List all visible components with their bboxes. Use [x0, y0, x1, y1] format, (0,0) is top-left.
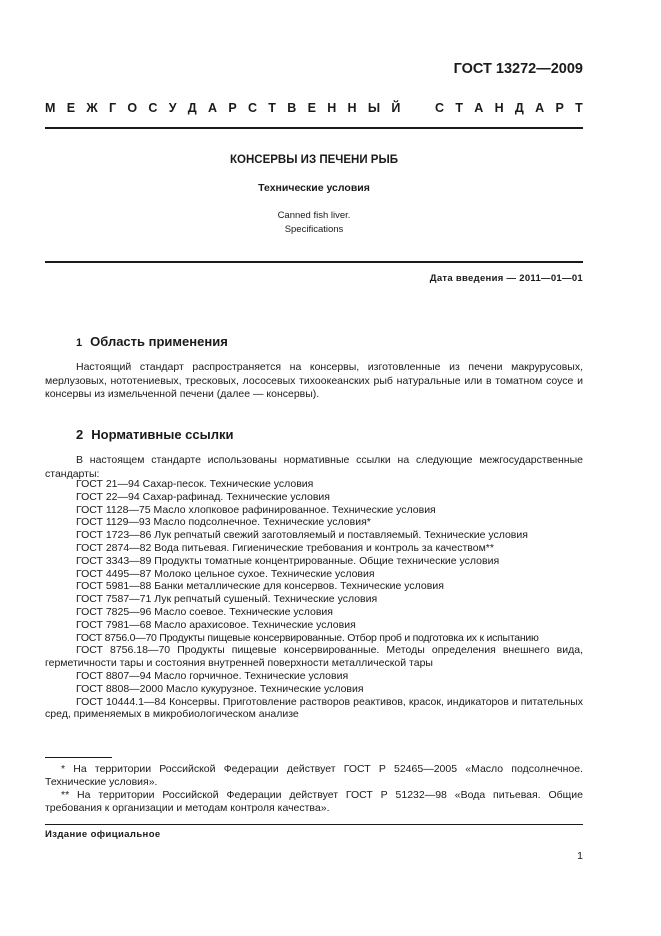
reference-item: ГОСТ 3343—89 Продукты томатные концентрированные. Общие технические условия — [76, 554, 500, 567]
footer-rule — [45, 824, 583, 825]
banner-letter: А — [474, 101, 484, 115]
section-1-number: 1 — [76, 337, 83, 349]
section-2-title: Нормативные ссылки — [91, 427, 234, 442]
banner-letter: Ж — [86, 101, 98, 115]
reference-item: ГОСТ 10444.1—84 Консервы. Приготовление растворов реактивов, красок, индикаторов и питательных сред, применяемых в микробиологическом анализе — [45, 695, 583, 721]
banner-letter: Е — [307, 101, 316, 115]
section-1-title: Область применения — [90, 334, 228, 349]
banner-letter: А — [535, 101, 545, 115]
english-title — [45, 209, 583, 237]
banner-letter: Т — [575, 101, 583, 115]
banner-letter: Н — [347, 101, 357, 115]
banner-letter: Н — [327, 101, 337, 115]
header-rule — [45, 127, 583, 129]
reference-item: ГОСТ 22—94 Сахар-рафинад. Технические условия — [76, 490, 330, 503]
banner-letter: Д — [187, 101, 197, 115]
reference-item: ГОСТ 8756.18—70 Продукты пищевые консервированные. Методы определения внешнего вида, герметичности тары и состояния внутренней поверхности металлической тары — [45, 644, 583, 670]
introduction-date: Дата введения — 2011—01—01 — [429, 273, 583, 284]
footnote-1: * На территории Российской Федерации действует ГОСТ Р 52465—2005 «Масло подсолнечное. Технические условия». — [45, 763, 583, 788]
banner-letter: Д — [514, 101, 524, 115]
reference-item: ГОСТ 1129—93 Масло подсолнечное. Технические условия* — [76, 516, 371, 529]
document-subtitle: Технические условия — [258, 182, 370, 194]
reference-item: ГОСТ 5981—88 Банки металлические для консервов. Технические условия — [76, 580, 444, 593]
banner-letter: Й — [391, 101, 401, 115]
section-1-heading — [76, 334, 228, 349]
reference-list — [45, 478, 583, 721]
reference-item: ГОСТ 8756.0—70 Продукты пищевые консервированные. Отбор проб и подготовка их к испытанию — [76, 631, 539, 644]
reference-item: ГОСТ 1723—86 Лук репчатый свежий заготовляемый и поставляемый. Технические условия — [76, 529, 528, 542]
section-2-number: 2 — [76, 427, 84, 442]
banner-letter: С — [247, 101, 257, 115]
banner-letter: Т — [455, 101, 463, 115]
english-title-line2: Specifications — [284, 224, 344, 235]
footnote-separator — [45, 757, 112, 758]
banner-letter: Н — [494, 101, 504, 115]
reference-item: ГОСТ 8808—2000 Масло кукурузное. Технические условия — [76, 682, 364, 695]
section-2-intro: В настоящем стандарте использованы нормативные ссылки на следующие межгосударственные стандарты: — [45, 454, 583, 480]
banner-letter: С — [434, 101, 445, 115]
reference-item: ГОСТ 7587—71 Лук репчатый сушеный. Технические условия — [76, 593, 378, 606]
reference-item: ГОСТ 7981—68 Масло арахисовое. Технические условия — [76, 618, 356, 631]
section-1-text: Настоящий стандарт распространяется на консервы, изготовленные из печени макрурусовых, мерлузовых, нототениевых, тресковых, лососевых тихоокеанских рыб натуральные или в томатном соусе и консервы из измельченной печени (далее — консервы). — [45, 361, 583, 400]
reference-item: ГОСТ 4495—87 Молоко цельное сухое. Технические условия — [76, 567, 375, 580]
banner-letter: Г — [108, 101, 117, 115]
banner-letter: О — [127, 101, 138, 115]
reference-item: ГОСТ 8807—94 Масло горчичное. Технические условия — [76, 669, 349, 682]
banner-letter: М — [45, 101, 56, 115]
standard-banner — [45, 101, 583, 115]
banner-letter: С — [148, 101, 158, 115]
banner-letter: Р — [555, 101, 564, 115]
banner-letter: Е — [66, 101, 76, 115]
banner-gap — [412, 101, 424, 115]
english-title-line1: Canned fish liver. — [277, 210, 351, 221]
footnote-2: ** На территории Российской Федерации действует ГОСТ Р 51232—98 «Вода питьевая. Общие требования к организации и методам контроля качества». — [45, 789, 583, 814]
section-2-heading — [76, 427, 233, 442]
banner-letter: Р — [228, 101, 237, 115]
reference-item: ГОСТ 7825—96 Масло соевое. Технические условия — [76, 605, 333, 618]
banner-letter: У — [168, 101, 177, 115]
banner-letter: Ы — [367, 101, 381, 115]
banner-letter: В — [287, 101, 297, 115]
banner-letter: Т — [268, 101, 276, 115]
reference-item: ГОСТ 2874—82 Вода питьевая. Гигиенические требования и контроль за качеством** — [76, 541, 494, 554]
reference-item: ГОСТ 21—94 Сахар-песок. Технические условия — [76, 478, 314, 490]
page-number: 1 — [577, 850, 583, 862]
document-title: КОНСЕРВЫ ИЗ ПЕЧЕНИ РЫБ — [230, 154, 398, 166]
reference-item: ГОСТ 1128—75 Масло хлопковое рафинированное. Технические условия — [76, 503, 436, 516]
title-rule — [45, 261, 583, 263]
banner-letter: А — [208, 101, 218, 115]
document-code: ГОСТ 13272—2009 — [453, 61, 583, 77]
official-edition-label: Издание официальное — [45, 829, 161, 840]
